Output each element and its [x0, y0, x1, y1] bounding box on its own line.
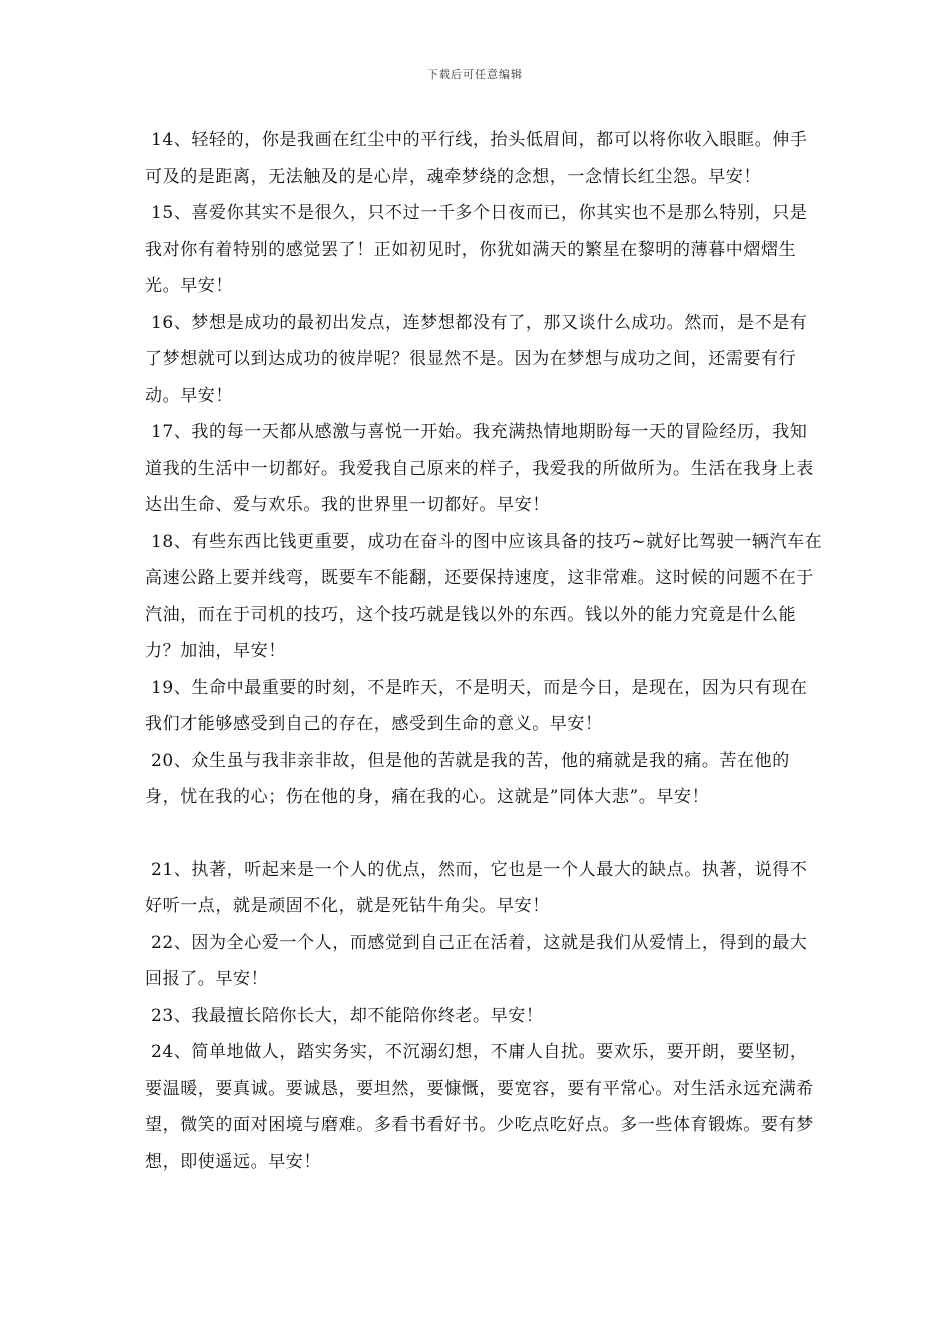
paragraph-14: 14、轻轻的，你是我画在红尘中的平行线，抬头低眉间，都可以将你收入眼眶。伸手可及的是距离，无法触及的是心岸，魂牵梦绕的念想，一念情长红尘怨。早安！ — [145, 130, 808, 187]
paragraph-gap — [145, 816, 825, 852]
paragraph-19: 19、生命中最重要的时刻，不是昨天，不是明天，而是今日，是现在，因为只有现在我们才能够感受到自己的存在，感受到生命的意义。早安！ — [145, 677, 808, 734]
page-header: 下载后可任意编辑 — [427, 68, 523, 81]
paragraph-20: 20、众生虽与我非亲非故，但是他的苦就是我的苦，他的痛就是我的痛。苦在他的身，忧在我的心；伤在他的身，痛在我的心。这就是”同体大悲”。早安！ — [145, 750, 790, 807]
paragraph-18: 18、有些东西比钱更重要，成功在奋斗的图中应该具备的技巧~就好比驾驶一辆汽车在高速公路上要并线弯，既要车不能翻，还要保持速度，这非常难。这时候的问题不在于汽油，而在于司机的技巧，这个技巧就是钱以外的东西。钱以外的能力究竟是什么能力？加油，早安！ — [145, 531, 823, 661]
paragraph-23: 23、我最擅长陪你长大，却不能陪你终老。早安！ — [151, 1005, 544, 1026]
paragraph-17: 17、我的每一天都从感激与喜悦一开始。我充满热情地期盼每一天的冒险经历，我知道我的生活中一切都好。我爱我自己原来的样子，我爱我的所做所为。生活在我身上表达出生命、爱与欢乐。我的世界里一切都好。早安！ — [145, 422, 814, 515]
paragraph-21: 21、执著，听起来是一个人的优点，然而，它也是一个人最大的缺点。执著，说得不好听一点，就是顽固不化，就是死钻牛角尖。早安！ — [145, 859, 808, 916]
paragraph-15: 15、喜爱你其实不是很久，只不过一千多个日夜而已，你其实也不是那么特别，只是我对你有着特别的感觉罢了！正如初见时，你犹如满天的繁星在黎明的薄暮中熠熠生光。早安！ — [145, 203, 808, 296]
paragraph-24: 24、简单地做人，踏实务实，不沉溺幻想，不庸人自扰。要欢乐，要开朗，要坚韧，要温暖，要真诚。要诚恳，要坦然，要慷慨，要宽容，要有平常心。对生活永远充满希望，微笑的面对困境与磨难。多看书看好书。少吃点吃好点。多一些体育锻炼。要有梦想，即使遥远。早安！ — [145, 1042, 814, 1172]
paragraph-22: 22、因为全心爱一个人，而感觉到自己正在活着，这就是我们从爱情上，得到的最大回报了。早安！ — [145, 932, 808, 989]
document-body — [145, 122, 825, 1180]
paragraph-16: 16、梦想是成功的最初出发点，连梦想都没有了，那又谈什么成功。然而，是不是有了梦想就可以到达成功的彼岸呢？很显然不是。因为在梦想与成功之间，还需要有行动。早安！ — [145, 312, 808, 406]
